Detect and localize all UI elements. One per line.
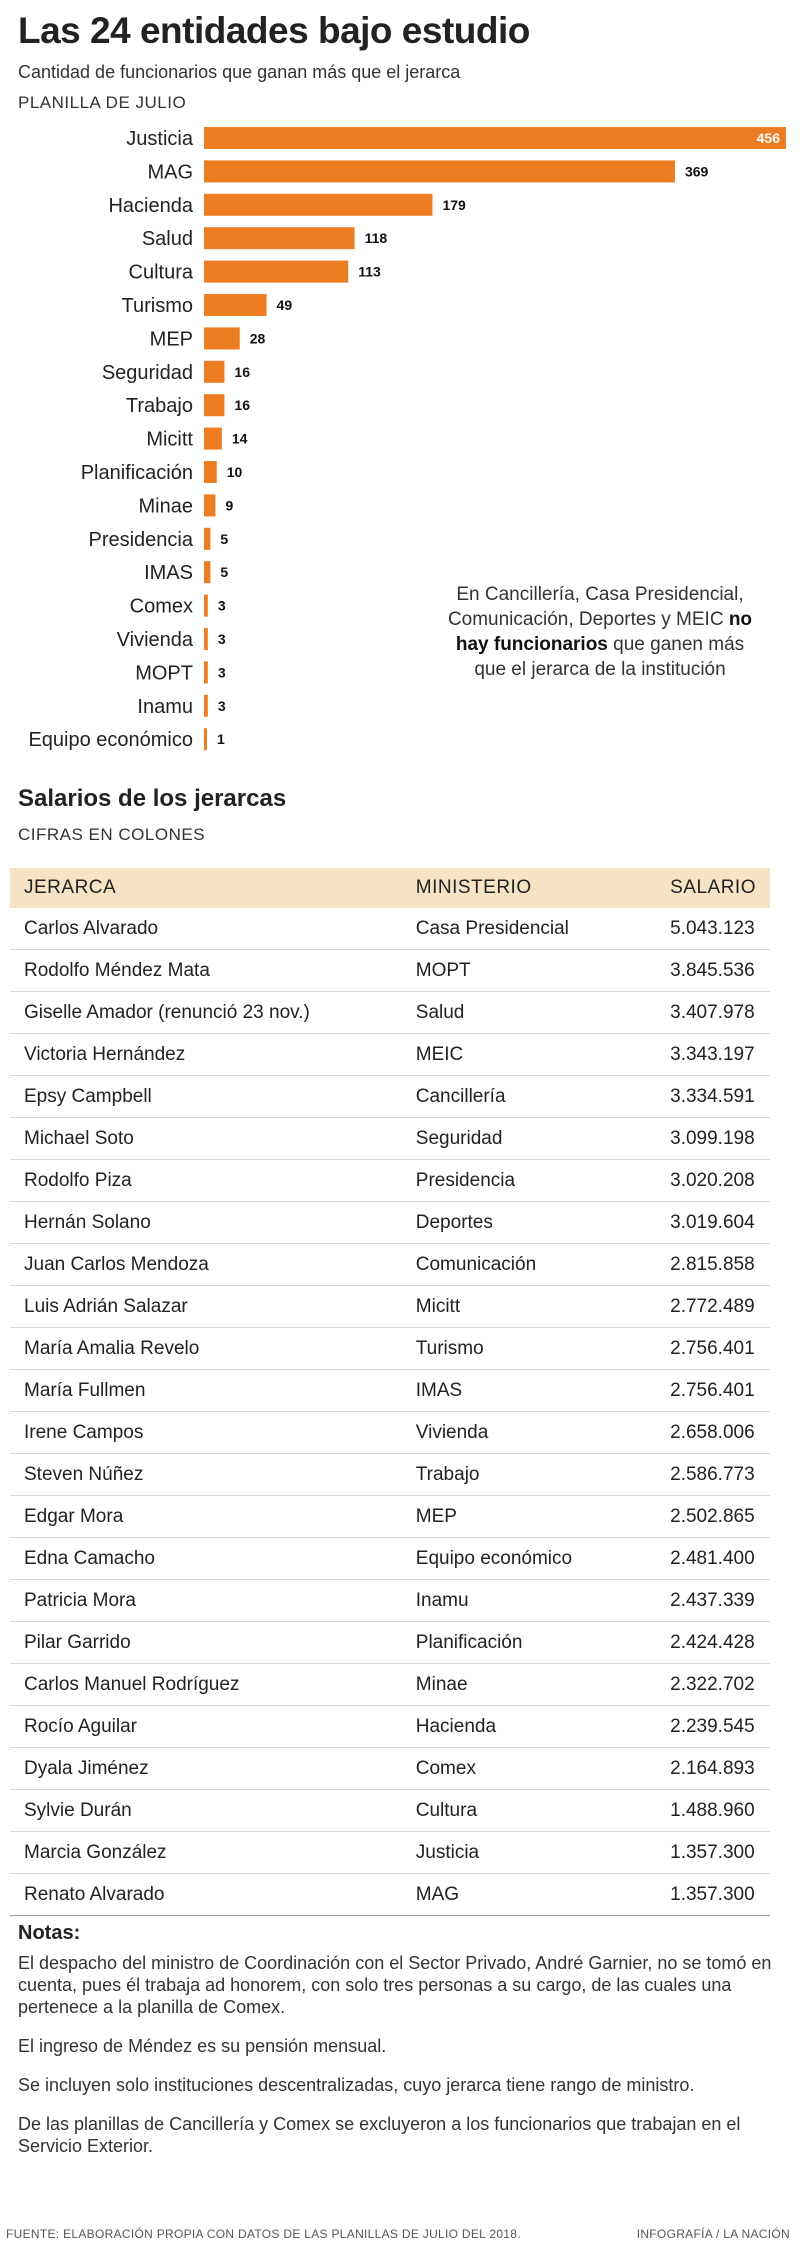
salaries-title: Salarios de los jerarcas [18,785,287,812]
cell-ministerio: MOPT [402,950,656,992]
category-label: Seguridad [101,361,193,384]
value-label: 118 [364,230,388,247]
salaries-table-body [10,908,770,1916]
cell-ministerio: Hacienda [402,1706,656,1748]
value-label: 49 [276,297,293,313]
value-label: 179 [442,196,466,213]
source-credit: FUENTE: ELABORACIÓN PROPIA CON DATOS DE LAS PLANILLAS DE JULIO DEL 2018. [6,2227,521,2241]
cell-jerarca: María Amalia Revelo [10,1328,402,1370]
bar [204,728,207,750]
bar [204,227,355,249]
cell-jerarca: Carlos Manuel Rodríguez [10,1664,402,1706]
cell-salario: 3.099.198 [656,1118,770,1160]
category-label: Trabajo [125,395,193,418]
cell-jerarca: Juan Carlos Mendoza [10,1244,402,1286]
cell-jerarca: Rodolfo Méndez Mata [10,950,402,992]
category-label: IMAS [144,562,193,585]
annotation-bold: no hay funcionarios [455,609,753,655]
cell-salario: 1.357.300 [656,1874,770,1916]
cell-salario: 3.019.604 [656,1202,770,1244]
cell-jerarca: Luis Adrián Salazar [10,1286,402,1328]
cell-salario: 2.437.339 [656,1580,770,1622]
table-row [10,1202,770,1244]
value-label: 16 [234,363,250,380]
cell-jerarca: Marcia González [10,1832,402,1874]
cell-salario: 2.756.401 [656,1370,770,1412]
cell-salario: 2.322.702 [656,1664,770,1706]
cell-ministerio: Comunicación [402,1244,656,1286]
category-label: Vivienda [116,629,193,651]
cell-salario: 1.357.300 [656,1832,770,1874]
value-label: 1 [217,731,225,748]
chart-annotation [440,582,760,682]
bar [204,394,224,416]
bar [204,494,215,516]
category-label: Micitt [146,428,193,451]
note-item: El despacho del ministro de Coordinación con el Sector Privado, André Garnier, no se tomó en cuenta, pues él trabaja ad honorem, con solo tres personas a su cargo, de las cuales una pertenece a la planilla de Comex. [18,1953,772,2017]
cell-jerarca: Hernán Solano [10,1202,402,1244]
header-salario: SALARIO [656,868,770,908]
publisher-credit: INFOGRAFÍA / LA NACIÓN [636,2227,790,2241]
cell-jerarca: Irene Campos [10,1412,402,1454]
value-label: 3 [217,664,226,681]
cell-ministerio: Salud [402,992,656,1034]
cell-salario: 2.586.773 [656,1454,770,1496]
period-label: PLANILLA DE JULIO [18,93,187,112]
table-row [10,1538,770,1580]
cell-ministerio: Vivienda [402,1412,656,1454]
cell-salario: 2.658.006 [656,1412,770,1454]
notes-title: Notas: [18,1922,81,1944]
cell-salario: 2.815.858 [656,1244,770,1286]
cell-jerarca: Victoria Hernández [10,1034,402,1076]
value-label: 5 [220,564,229,581]
note-item: De las planillas de Cancillería y Comex se excluyeron a los funcionarios que trabajan en el Servicio Exterior. [18,2114,741,2156]
cell-salario: 5.043.123 [656,908,770,950]
cell-ministerio: Equipo económico [402,1538,656,1580]
cell-jerarca: Pilar Garrido [10,1622,402,1664]
notes [18,1922,778,2174]
bar [204,194,432,216]
cell-ministerio: Turismo [402,1328,656,1370]
value-label: 369 [684,163,709,180]
category-label: Inamu [137,695,193,718]
cell-salario: 3.845.536 [656,950,770,992]
table-row [10,1244,770,1286]
annotation-text-1: En Cancillería, Casa Presidencial, Comunicación, Deportes y MEIC [447,584,744,630]
salaries-table [10,868,770,1916]
cell-ministerio: Micitt [402,1286,656,1328]
cell-jerarca: Patricia Mora [10,1580,402,1622]
cell-ministerio: MEP [402,1496,656,1538]
bar [204,561,210,583]
cell-ministerio: MEIC [402,1034,656,1076]
table-row [10,1832,770,1874]
bar [204,528,210,550]
cell-jerarca: Edna Camacho [10,1538,402,1580]
table-row [10,1706,770,1748]
value-label: 113 [358,263,381,280]
note-item: El ingreso de Méndez es su pensión mensual. [18,2036,387,2056]
header-jerarca: JERARCA [10,868,402,908]
bar [204,428,222,450]
table-row [10,992,770,1034]
cell-salario: 3.343.197 [656,1034,770,1076]
cell-ministerio: Cancillería [402,1076,656,1118]
header-ministerio: MINISTERIO [402,868,656,908]
category-label: MAG [147,161,193,184]
cell-ministerio: Presidencia [402,1160,656,1202]
category-label: MOPT [135,662,193,685]
cell-salario: 3.334.591 [656,1076,770,1118]
category-label: Comex [129,595,193,618]
cell-jerarca: María Fullmen [10,1370,402,1412]
cell-ministerio: Justicia [402,1832,656,1874]
cell-salario: 2.772.489 [656,1286,770,1328]
table-row [10,1076,770,1118]
bar [204,160,675,182]
category-label: Justicia [126,128,193,150]
category-label: Minae [138,495,193,518]
cell-ministerio: Minae [402,1664,656,1706]
table-row [10,1328,770,1370]
table-row [10,1580,770,1622]
table-row [10,1874,770,1916]
cell-jerarca: Steven Núñez [10,1454,402,1496]
value-label: 9 [225,497,234,514]
cell-jerarca: Michael Soto [10,1118,402,1160]
category-label: Presidencia [88,528,193,551]
cell-salario: 3.020.208 [656,1160,770,1202]
table-row [10,908,770,950]
cell-salario: 2.424.428 [656,1622,770,1664]
bar [204,695,208,717]
table-row [10,1454,770,1496]
table-row [10,1118,770,1160]
cell-jerarca: Rodolfo Piza [10,1160,402,1202]
bar [204,461,217,483]
cell-salario: 2.502.865 [656,1496,770,1538]
cell-salario: 2.756.401 [656,1328,770,1370]
table-row [10,1160,770,1202]
cell-salario: 2.239.545 [656,1706,770,1748]
table-row [10,1748,770,1790]
category-label: Salud [141,228,193,251]
value-label: 28 [249,330,266,347]
value-label: 5 [220,530,229,547]
cell-jerarca: Rocío Aguilar [10,1706,402,1748]
category-label: MEP [149,328,193,351]
footer [6,2227,794,2241]
category-label: Cultura [128,261,193,284]
table-row [10,950,770,992]
cell-salario: 3.407.978 [656,992,770,1034]
chart-subtitle: Cantidad de funcionarios que ganan más que el jerarca [18,62,461,82]
bar [204,661,208,683]
bar [204,628,208,650]
cell-jerarca: Edgar Mora [10,1496,402,1538]
cell-jerarca: Dyala Jiménez [10,1748,402,1790]
page-title: Las 24 entidades bajo estudio [18,10,530,51]
cell-ministerio: Cultura [402,1790,656,1832]
table-row [10,1370,770,1412]
cell-jerarca: Sylvie Durán [10,1790,402,1832]
value-label: 10 [226,464,243,480]
cell-ministerio: IMAS [402,1370,656,1412]
table-row [10,1664,770,1706]
note-item: Se incluyen solo instituciones descentralizadas, cuyo jerarca tiene rango de ministro. [18,2075,695,2095]
value-label: 16 [234,397,250,414]
cell-salario: 2.481.400 [656,1538,770,1580]
cell-jerarca: Renato Alvarado [10,1874,402,1916]
value-label: 3 [217,597,226,614]
value-label: 14 [231,430,248,447]
cell-ministerio: Comex [402,1748,656,1790]
cell-ministerio: Planificación [402,1622,656,1664]
cell-ministerio: Trabajo [402,1454,656,1496]
category-label: Equipo económico [28,729,193,752]
table-row [10,1286,770,1328]
cell-ministerio: Inamu [402,1580,656,1622]
salaries-units: CIFRAS EN COLONES [18,825,206,844]
cell-ministerio: Casa Presidencial [402,908,656,950]
category-label: Turismo [121,295,193,317]
bar [204,127,786,149]
cell-ministerio: Seguridad [402,1118,656,1160]
table-row [10,1412,770,1454]
bar [204,327,240,349]
category-label: Planificación [80,462,193,484]
annotation-text-2: que ganen más que el jerarca de la institución [474,634,745,680]
value-label: 3 [217,631,226,647]
table-row [10,1034,770,1076]
table-row [10,1790,770,1832]
category-label: Hacienda [108,194,193,217]
bar [204,595,208,617]
cell-salario: 2.164.893 [656,1748,770,1790]
table-row [10,1622,770,1664]
cell-jerarca: Epsy Campbell [10,1076,402,1118]
bar [204,361,224,383]
value-label: 3 [217,697,226,714]
cell-jerarca: Giselle Amador (renunció 23 nov.) [10,992,402,1034]
cell-ministerio: Deportes [402,1202,656,1244]
bar [204,294,267,316]
table-row [10,1496,770,1538]
value-label: 456 [756,130,780,146]
table-header-row [10,868,770,908]
bar [204,261,348,283]
cell-salario: 1.488.960 [656,1790,770,1832]
cell-jerarca: Carlos Alvarado [10,908,402,950]
cell-ministerio: MAG [402,1874,656,1916]
